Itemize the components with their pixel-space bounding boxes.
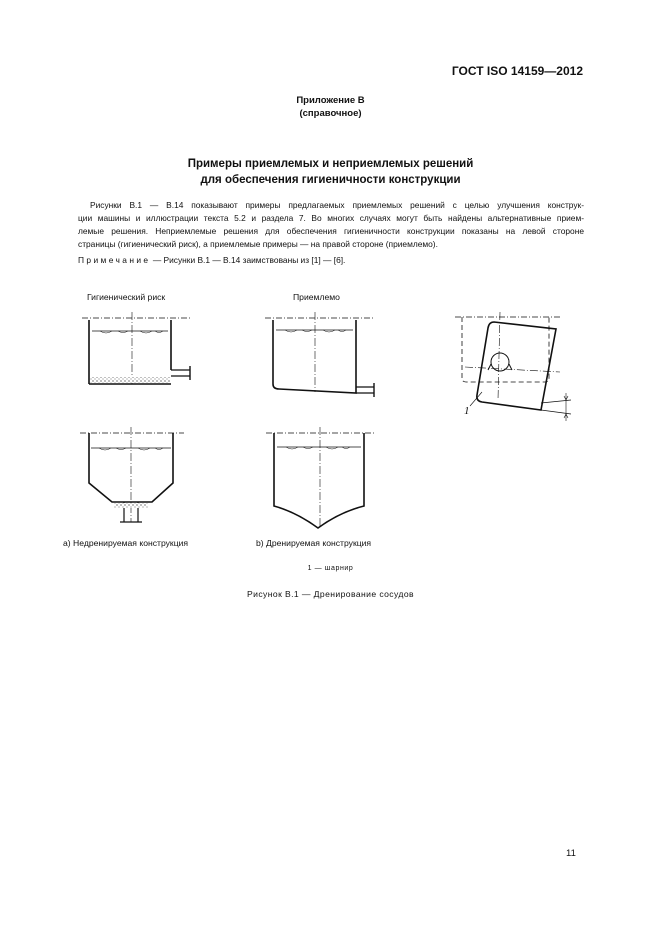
figure-label-a: а) Недренируемая конструкция — [63, 538, 189, 548]
figure-label-acceptable: Приемлемо — [293, 292, 340, 302]
appendix-subtitle: (справочное) — [299, 108, 362, 119]
section-title-line-1: Примеры приемлемых и неприемлемых решений — [187, 158, 474, 170]
figure-caption: Рисунок В.1 — Дренирование сосудов — [247, 589, 414, 599]
body-line-2: ции машины и иллюстрации текста 5.2 и раздела 7. Во многих случаях могут быть найдены альтернативные прием- — [78, 213, 584, 223]
page-number: 11 — [566, 848, 576, 859]
note-text: — Рисунки В.1 — В.14 заимствованы из [1] — [6]. — [152, 255, 346, 265]
vessel-conical-drainable — [266, 427, 374, 528]
figure-legend: 1 — шарнир — [307, 565, 354, 572]
section-title-line-2: для обеспечения гигиеничности конструкции — [200, 174, 461, 186]
vessel-flat-bottom-risk — [82, 312, 190, 384]
vessel-sloped-bottom-acceptable — [265, 312, 374, 397]
body-line-1: Рисунки В.1 — В.14 показывают примеры предлагаемых приемлемых решений с целью улучшения конструк- — [90, 200, 584, 210]
appendix-title: Приложение В — [296, 95, 365, 106]
figure-label-risk: Гигиенический риск — [87, 292, 166, 302]
hinge-callout-number: 1 — [464, 405, 470, 417]
vessel-tilting-hinge — [455, 312, 571, 421]
figure-label-b: b) Дренируемая конструкция — [256, 538, 372, 548]
body-line-4: страницы (гигиенический риск), а приемлемые примеры — на правой стороне (приемлемо). — [78, 239, 438, 249]
vessel-conical-deadleg — [80, 427, 184, 522]
standard-number: ГОСТ ISO 14159—2012 — [451, 64, 583, 78]
body-line-3: лемые решения. Неприемлемые решения для обеспечения гигиеничности конструкции показаны на левой стороне — [78, 226, 584, 236]
note-label: Примечание — [78, 255, 151, 265]
